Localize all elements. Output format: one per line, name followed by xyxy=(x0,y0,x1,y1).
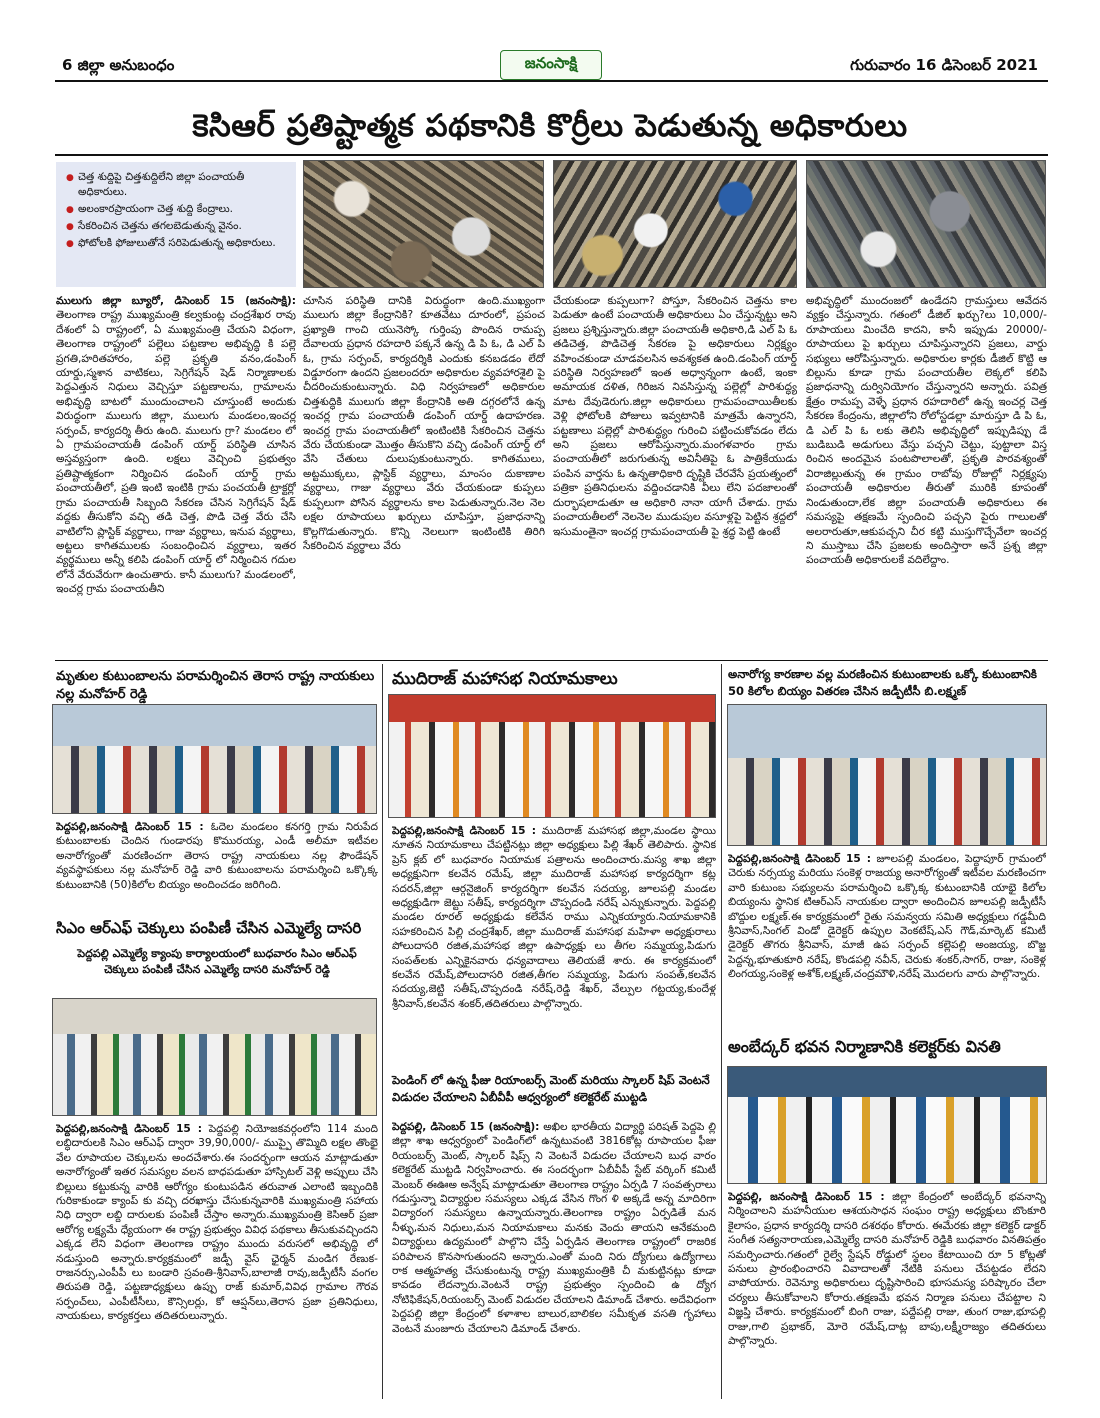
story-dateline: పెద్దపల్లి,జనంసాక్షి డిసెంబర్ 15 : xyxy=(392,825,536,837)
story-text: అఖిల భారతీయ విద్యార్థి పరిషత్ పెద్దపె ల్లి జిల్లా శాఖ ఆధ్వర్యంలో పెండింగ్‌లో ఉన్నటువంటి 3816కోట్ల రూపాయల ఫీజు రియంబర్స్ మెంట్, స్కాలర్ షిప్స్ ని వెంటనే విడుదల చేయాలని బుధ వారం కలెక్టరేట్ ముట్టడి నిర్వహించారు. ఈ సందర్భంగా ఏబీవీపీ స్టేట్ వర్కింగ్ కమిటీ మెంబర్ ఈఊఅ అన్వేష్ మాట్లాడుతూ తెలంగాణ రాష్ట్రం ఏర్పడి 7 సంవత్సరాలు గడుస్తున్నా విద్యార్థుల సమస్యలు ఎక్కడ వేసిన గొంగ ళి అక్కడే అన్న మాదిరిగా విద్యారంగ సమస్యలు ఉన్నాయన్నారు.తెలంగాణ రాష్ట్రం ఏర్పడితే మన నీళ్ళు,మన నిధులు,మన నియామకాలు మనకు వెందు తాయని ఆనేకమంది విద్యార్థులు ఉద్యమంలో పాల్గొని చేస్తే ఏర్పడిన తెలంగాణ రాష్ట్రంలో రాజరిక పరిపాలన కొనసాగుతుందని అన్నారు.ఎంతో మంది నిరు ద్యోగులు ఉద్యోగాలు రాక ఆత్మహత్య చేసుకుంటున్న రాష్ట్ర ముఖ్యమంత్రికి చీ మకుట్టినట్లు కూడా కావడం లేదన్నారు.వెంటనే రాష్ట్ర ప్రభుత్వం స్పందించి ఉ ద్యోగ నోటిఫికేషన్,రియంబర్స్ మెంట్ విడుదల చేయాలని డిమాండ్ చేశారు. అదేవిధంగా పెద్దపల్లి జిల్లా కేంద్రంలో కళాశాల బాలుర,బాలికల సమీకృత వసతి గృహాలు వెంటనే మంజూరు చేయాలని డిమాండ్ చేశారు. xyxy=(392,1121,716,1335)
story-body xyxy=(392,824,716,1054)
page-section-label: 6 జిల్లా అనుబంధం xyxy=(62,56,175,74)
lead-column-3 xyxy=(553,294,797,656)
story-body xyxy=(392,1120,716,1398)
story-headline: ముదిరాజ్ మహాసభ నియామకాలు xyxy=(392,669,618,689)
story-body xyxy=(56,1122,378,1398)
issue-date: గురువారం 16 డిసెంబర్ 2021 xyxy=(850,56,1038,74)
highlight-item: ● సేకరించిన చెత్తను తగలబెడుతున్న వైనం. xyxy=(78,219,288,234)
story-body xyxy=(728,1190,1046,1398)
collector-petition-photo xyxy=(727,1066,1047,1184)
dumping-yard-photo-1 xyxy=(303,160,544,288)
story-text: ముదిరాజ్ మహాసభ జిల్లా,మండల స్థాయి నూతన నియామకాలు చేపట్టినట్లు జిల్లా అధ్యక్షులు పిల్లి శేఖర్ తెలిపారు. స్థానిక ప్రెస్ క్లబ్ లో బుధవారం నియామక పత్రాలను అందించారు.మస్య శాఖ జిల్లా అధ్యక్షునిగా కలవేన రమేష్, జిల్లా ముదిరాజ్ మహాసభ కార్యదర్శిగా కట్ల సదరన్,జిల్లా ఆర్గనైజింగ్ కార్యదర్శిగా కలవేన సదయ్య, జూలపల్లి మండల అధ్యక్షుడిగా జెట్టు సతీష్, కార్యదర్శిగా చొప్పదండి నరేష్ ఎన్నుకున్నారు. పెద్దపల్లి మండల రూరల్ అధ్యక్షుడు కలేవేన రాము ఎన్నికయ్యారు.నియామకానికి సహకరించిన పిల్లి చంద్రశేఖర్, జిల్లా ముదిరాజ్ మహాసభ మహిళా అధ్యక్షురాలు పోలుదాసరి రజిత,మహాసభ జిల్లా ఉపాధ్యక్షు లు తీగల సమ్మయ్య,పిడుగు సంపత్‌లకు ఎన్నికైనవారు ధన్యవాదాలు తెలియజే శారు. ఈ కార్యక్రమంలో కలవేన రమేష్,పోలుదాసరి రజిత,తీగల సమ్మయ్య, పిడుగు సంపత్,కలవేన సదయ్య,జెట్టి సతీష్,చొప్పదండి నరేష్,రెడ్డి శేఖర్, వేల్పుల గట్టయ్య,కుందేళ్ల శ్రీనివాస్,కలవేన శంకర్,తదితరులు పాల్గొన్నారు. xyxy=(392,825,716,1010)
story-subhead: పెద్దపల్లి ఎమ్మెల్యే క్యాంపు కార్యాలయంలో బుధవారం సిఎం ఆర్ఎఫ్ చెక్కులు పంపిణీ చేసిన ఎమ్మెల్యే దాసరి మనోహర్ రెడ్డి xyxy=(77,947,357,976)
condolence-visit-photo xyxy=(52,704,377,814)
lead-headline: కెసిఆర్ ప్రతిష్టాత్మక పథకానికి కొర్రీలు పెడుతున్న అధికారులు xyxy=(192,108,908,144)
lead-body-2: చూసిన పరిస్థితి దానికి విరుద్ధంగా ఉంది.ముఖ్యంగా ములుగు జిల్లా కేంద్రానికి? కూతవేటు దూరంలో, ప్రపంచ ప్రఖ్యాతి గాంచి యునెస్కో గుర్తింపు పొందిన రామప్ప దేవాలయ ప్రధాన రహదారి పక్కనే ఉన్న డి పి ఓ, డి ఎల్ పి ఓ, గ్రామ సర్పంచ్, కార్యదర్శికి ఎందుకు కనబడడం లేదో విడ్డూరంగా ఉందని ప్రజలందరూ అధికారుల వ్యవహారశైలి పై చీదరించుకుంటున్నారు. విధి నిర్వహణలో అధికారుల చిత్తశుద్ధికి ములుగు జిల్లా కేంద్రానికి అతి దగ్గరలోనే ఉన్న ఇంచర్ల గ్రామ పంచాయతీ డంపింగ్ యార్డ్ ఉదాహరణ. ఇంచర్ల గ్రామ పంచాయతీలో ఇంటింటికి సేకరించిన చెత్తను వేరు చేయకుండా మొత్తం తీసుకొని వచ్చి డంపింగ్ యార్డ్ లో వేసి చేతులు దులుపుకుంటున్నారు. కాగితములు, అట్టముక్కలు, ప్లాస్టిక్ వ్యర్థాలు, మాంసం దుకాణాల వ్యర్థాలు, గాజు వ్యర్థాలు వేరు చేయకుండా కుప్పలు కుప్పలుగా పోసిన వ్యర్థాలను కాల పెడుతున్నారు.నెల నెల లక్షల రూపాయలు ఖర్చులు చూపిస్తూ, ప్రజాధనాన్ని కొల్లగొడుతున్నారు. కొన్ని నెలలుగా ఇంటింటికి తిరిగి సేకరించిన వ్యర్థాలు వేరు xyxy=(303,295,545,552)
mudiraj-meeting-photo xyxy=(388,694,716,818)
lead-body-1: తెలంగాణ రాష్ట్ర ముఖ్యమంత్రి కల్వకుంట్ల చంద్రశేఖర రావు దేశంలో ఏ రాష్ట్రంలో, ఏ ముఖ్యమంత్రి చేయని విధంగా, తెలంగాణ రాష్ట్రంలో పల్లెలు పట్టణాల అభివృద్ధి కి పల్లె ప్రగతి,హరితహారం, పల్లె ప్రకృతి వనం,డంపింగ్ యార్డు,స్మశాన వాటికలు, సెగ్రిగేషన్ షెడ్ నిర్మాణాలకు పెద్దఎత్తున నిధులు వెచ్చిస్తూ పట్టణాలను, గ్రామాలను అభివృద్ధి బాటలో ముందుంచాలని చూస్తుంటే అందుకు విరుద్ధంగా ములుగు జిల్లా, ములుగు మండలం,ఇంచర్ల సర్పంచ్, కార్యదర్శి తీరు ఉంది. ములుగు గ్రా? మండలం లో ఏ గ్రామపంచాయతీ డంపింగ్ యార్డ్ పరిస్థితి చూసిన అస్తవ్యస్తంగా ఉంది. లక్షలు వెచ్చించి ప్రభుత్వం ప్రతిష్టాత్మకంగా నిర్మించిన డంపింగ్ యార్డ్ గ్రామ పంచాయతీలో, ప్రతి ఇంటి ఇంటికి గ్రామ పంచయతీ ట్రాక్టర్లో గ్రామ పంచాయతీ సిబ్బంది సేకరణ చేసిన సెగ్రిగేషన్ షేడ్ వద్దకు తీసుకోని వచ్చి తడి చెత్త, పొడి చెత్త వేరు చేసి వాటిలోని ప్లాస్టిక్ వ్యర్థాలు, గాజు వ్యర్థాలు, ఇనుప వ్యర్థాలు, అట్టలు కాగితములకు సంబంధించిన వ్యర్థాలు, ఇతర వ్యర్థములు అన్నీ కలిపి డంపింగ్ యార్డ్ లో నిర్మించిన గదుల లోనే వేరువేరుగా ఉంచుతారు. కానీ ములుగు? మండలంలో, ఇంచర్ల గ్రామ పంచాయతీని xyxy=(56,309,296,596)
dumping-yard-photo-3 xyxy=(806,160,1046,288)
story-text: పెద్దపల్లి నియోజకవర్గంలోని 114 మంది లబ్ధిదారులకి సిఎం ఆర్ఎఫ్ ద్వారా 39,90,000/- ముప్పై తొమ్మిది లక్షల తొంభై వేల రూపాయల చెక్కులను అందచేశారు.ఈ సందర్భంగా ఆయన మాట్లాడుతూ అనారోగ్యంతో ఇతర సమస్యల వలన బాధపడుతూ హాస్పిటల్ వెళ్లి అప్పులు చేసి బిల్లులు కట్టుకున్న వారికి ఆరోగ్యం కుంటుపడిన తరువాత ఎలాంటి ఇబ్బందికి గురికాకుండా క్యాంప్ కు వచ్చి దరఖాస్తు చేసుకున్నవారికి ముఖ్యమంత్రి సహాయ నిధి ద్వారా లబ్ది దారులకు పంపిణీ చేస్తాం అన్నారు.ముఖ్యమంత్రి కెసిఆర్ ప్రజా ఆరోగ్య లక్ష్యమే ధ్యేయంగా ఈ రాష్ట్ర ప్రభుత్వం వివిధ పథకాలు తీసుకువచ్చిందని ఎక్కడ లేని విధంగా తెలంగాణ రాష్ట్రం ముందు వరుసలో అభివృద్ధి లో నడుస్తుంది అన్నారు.కార్యక్రమంలో జడ్పీ వైస్ ఛైర్మన్ మండిగ రేణుక-రాజనర్సు,ఎంపీపీ లు బండారి స్రవంతి-శ్రీనివాస్,బాలాజీ రావు,జడ్పీటీసీ వంగల తిరుపతి రెడ్డి, పట్టణాధ్యక్షులు ఉప్పు రాజ్ కుమార్,వివిధ గ్రామాల గౌరవ సర్పంచ్‌లు, ఎంపీటీసీలు, కౌన్సిలర్లు, కో ఆప్షన్‌లు,తెరాస ప్రజా ప్రతినిధులు, నాయకులు, కార్యకర్తలు తదితరులున్నారు. xyxy=(56,1123,378,1323)
masthead-logo: జనంసాక్షి xyxy=(500,50,602,80)
story-text: జిల్లా కేంద్రంలో అంబేద్కర్ భవనాన్ని నిర్మించాలని మహనీయుల ఆశయసాధన సంఘం రాష్ట్ర అధ్యక్షులు బొంకూరి కైలాసం, ప్రధాన కార్యదర్శి దాసరి దశరథం కోరారు. ఈమేరకు జిల్లా కలెక్టర్ డాక్టర్ సంగీత సత్యనారాయణ,ఎమ్మెల్యే దాసరి మనోహర్ రెడ్డికి బుధవారం వినతిపత్రం సమర్పించారు.గతంలో రైల్వే స్టేషన్ రోడ్డులో స్థలం కేటాయించి రూ 5 కోట్లతో పనులు ప్రారంభించారని వివాదాలతో నేటికి పనులు చేపట్టడం లేదని వాపోయారు. రెవెన్యూ అధికారులు దృష్టిసారించి భూసమస్య పరిష్కారం చేలా చర్యలు తీసుకోవాలని కోరారు.తక్షణమే భవన నిర్మాణ పనులు చేపట్టాల ని విజ్ఞప్తి చేశారు. కార్యక్రమంలో బింగి రాజు, పద్దేపల్లి రాజు, తుంగ రాజు,భూపల్లి రాజు,గాలి ప్రభాకర్, మోరె రమేష్,దాట్ల బాపు,లక్ష్మీరాజ్యం తదితరులు పాల్గొన్నారు. xyxy=(728,1191,1046,1348)
lead-column-2 xyxy=(303,294,545,656)
lead-column-4 xyxy=(806,294,1047,656)
story-headline: అంబేద్కర్ భవన నిర్మాణానికి కలెక్టర్‌కు వినతి xyxy=(728,1037,1001,1056)
headline-rule xyxy=(55,154,1048,156)
story-headline: పెండింగ్ లో ఉన్న ఫీజు రియాంబర్స్ మెంట్ మరియు స్కాలర్ షిప్ వెంటనే విడుదల చేయాలని ఏబీవీపీ ఆధ్వర్యంలో కలెక్టరేట్ ముట్టడి xyxy=(392,1073,710,1104)
story-dateline: పెద్దపల్లి,జనంసాక్షి డిసెంబర్ 15 : xyxy=(728,853,871,865)
lead-column-1 xyxy=(56,294,296,656)
story-text: ఓదెల మండలం కనగర్తి గ్రామ నిరుపేద కుటుంబాలకు చెందిన గుండారపు కొమురయ్య, ఎండీ అలీమా ఇటీవల అనారోగ్యంతో మరణించగా తెరాస రాష్ట్ర నాయకులు నల్ల ఫౌండేషన్ వ్యవస్థాపకులు నల్ల మనోహర్ రెడ్డి వారి కుటుంబాలను పరామర్శించి ఒక్కొక్క కుటుంబానికి (50)కిలోల బియ్యం అందించడం జరిగింది. xyxy=(56,821,378,891)
story-headline: అనారోగ్య కారణాల వల్ల మరణించిన కుటుంబాలకు ఒక్కో కుటుంబానికి 50 కిలోల బియ్యం వితరణ చేసిన జడ్పీటీసీ బి.లక్ష్మణ్ xyxy=(728,667,1037,698)
story-text: జూలపల్లి మండలం, పెద్దాపూర్ గ్రామంలో చెరుకు నర్సయ్య మరియు సంకెళ్ల రాజయ్య అనారోగ్యంతో ఇటీవల మరణించగా వారి కుటుంబ సభ్యులను పరామర్శించి ఒక్కొక్క కుటుంబానికి యాభై కిలోల బియ్యంను స్థానిక టిఆర్ఎస్ నాయకుల ద్వారా అందించిన జూలపల్లి జడ్పీటీసీ బొద్దుల లక్ష్మణ్.ఈ కార్యక్రమంలో రైతు సమన్వయ సమితి అధ్యక్షులు గడ్డమీది శ్రీనివాస్,సింగల్ విండో డైరెక్టర్ ఉప్పుల వెంకటేష్,ఎస్ గౌడ్,మార్కెట్ కమిటీ డైరెక్టర్ తొగరు శ్రీనివాస్, మాజీ ఉప సర్పంచ్ కల్లెపల్లి అంజయ్య, బొజ్జ పెద్దన్న,భూతుకూరి నరేష్, కొండపల్లి నవీన్, చెరుకు శంకర్,సాగర్, రాజు, సంకెళ్ల లింగయ్య,సంకెళ్ల అశోక్,లక్ష్మణ్,చంద్రమౌళి,నరేష్ మొదలగు వారు పాల్గొన్నారు. xyxy=(728,853,1046,981)
lead-body-3: చేయకుండా కుప్పలుగా? పోస్తూ, సేకరించిన చెత్తను కాల పెడుతూ ఉంటే పంచాయతీ అధికారులు ఏం చేస్తున్నట్టు అని ప్రజలు ప్రశ్నిస్తున్నారు.జిల్లా పంచాయతీ అధికారి,డి ఎల్ పి ఓ తడిచెత్త, పొడిచెత్త సేకరణ పై అధికారులు నిర్లక్ష్యం వహించకుండా చూడవలసిన అవశ్యకత ఉంది.డంపింగ్ యార్డ్ పరిస్థితి నిర్వహణలో ఇంత అధ్వాన్నంగా ఉంటే, ఇంకా అమాయక దళిత, గిరిజన నివసిస్తున్న పల్లెల్లో పారిశుద్ధ్య మాట దేవుడెరుగు.జిల్లా అధికారులు గ్రామపంచాయితీలకు వెళ్లి ఫోటోలకి పోజులు ఇవ్వటానికి మాత్రమే ఉన్నారని, పట్టణాలు పల్లెల్లో పారిశుద్ధ్యం గురించి పట్టించుకోవడం లేదు అని ప్రజలు ఆరోపిస్తున్నారు.మంగళవారం గ్రామ పంచాయతీలో జరుగుతున్న అవినీతిపై ఓ పాత్రికేయుడు పంపిన వార్తను ఓ ఉన్నతాధికారి దృష్టికి చేరవేసే ప్రయత్నంలో పత్రికా ప్రతినిధులను వద్దించడానికి వీలు లేని పదజాలంతో దుర్భాషలాడుతూ ఆ అధికారి నానా యాగీ చేశాడు. గ్రామ పంచాయతీలలో నెలనెల ముడుపుల వసూళ్లపై పెట్టిన శ్రద్దలో ఇసుమంతైనా ఇంచర్ల గ్రామపంచాయతీ పై శ్రద్ధ పెట్టి ఉంటే xyxy=(553,295,797,538)
story-dateline: పెద్దపల్లి,జనంసాక్షి డిసెంబర్ 15 : xyxy=(56,1123,202,1135)
story-dateline: పెద్దపల్లి, డిసెంబర్ 15 (జనంసాక్షి): xyxy=(392,1121,540,1133)
rice-distribution-photo xyxy=(727,704,1047,846)
cmrf-cheques-photo xyxy=(52,998,377,1116)
column-divider-right xyxy=(721,664,722,1399)
story-body xyxy=(56,820,378,894)
highlight-item: ● చెత్త శుద్దిపై చిత్తశుద్దిలేని జిల్లా పంచాయతీ అధికారులు. xyxy=(78,170,288,200)
column-divider-left xyxy=(382,664,383,1399)
lead-dateline: ములుగు జిల్లా బ్యూరో, డిసెంబర్ 15 (జనంసాక్షి): xyxy=(56,295,296,307)
lead-body-4: అభివృద్ధిలో ముందంజలో ఉండేదని గ్రామస్తులు ఆవేదన వ్యక్తం చేస్తున్నారు. గతంలో డీజిల్ ఖర్చు?లు 10,000/- రూపాయలు మించేది కాదని, కానీ ఇప్పుడు 20000/- రూపాయలు పై ఖర్చులు చూపిస్తున్నారని ప్రజలు, వార్డు సభ్యులు ఆరోపిస్తున్నారు. అధికారుల కార్లకు డీజిల్ కొట్టి ఆ బిల్లును కూడా గ్రామ పంచాయతీల లెక్కలో కలిపి ప్రజాధనాన్ని దుర్వినియోగం చేస్తున్నారని అన్నారు. పవిత్ర క్షేత్రం రామప్ప వెళ్ళే ప్రధాన రహదారిలో ఉన్న ఇంచర్ల చెత్త సేకరణ కేంద్రంను, జిల్లాలోని రోలోస్టడల్లా మారుస్తూ డి పి ఓ, డి ఎల్ పి ఓ లకు తెలిసి అభివృద్ధిలో ఇప్పుడిప్పు డే బుడిబుడి అడుగులు వేస్తు పచ్చని చెట్టు, పుట్టాలా విస్త రించిన అందమైన పంటపొలాలతో, ప్రకృతి పారవశ్యంతో విరాజిల్లుతున్న ఈ గ్రామం రాబోవు రోజుల్లో నిర్లక్ష్యపు పంచాయతీ అధికారుల తీరుతో మురికి కూపంతో నిండుతుందా,లేక జిల్లా పంచాయతీ అధికారులు ఈ సమస్యపై తక్షణమే స్పందించి పచ్చని పైరు గాలులతో అలరారుతూ,ఆకుపచ్చని చీర కట్టి ముస్తుగొచ్చేవేలా ఇంచర్ల ని ముస్తాబు చేసి ప్రజలకు అందిస్తారా అనే ప్రశ్న జిల్లా పంచాయతీ అధికారులకే వదిలేద్దాం. xyxy=(806,295,1047,567)
story-dateline: పెద్దపల్లి, జనంసాక్షి డిసెంబర్ 15 : xyxy=(728,1191,885,1203)
header-rule xyxy=(55,80,1048,82)
story-headline: సిఎం ఆర్ఎఫ్ చెక్కులు పంపిణీ చేసిన ఎమ్మెల్యే దాసరి xyxy=(56,919,362,937)
lead-highlights xyxy=(56,162,296,287)
story-dateline: పెద్దపల్లి,జనంసాక్షి డిసెంబర్ 15 : xyxy=(56,821,204,833)
story-headline: మృతుల కుటుంబాలను పరామర్శించిన తెరాస రాష్ట్ర నాయకులు నల్ల మనోహర్ రెడ్డి xyxy=(56,669,375,702)
story-body xyxy=(728,852,1046,1022)
dumping-yard-photo-2 xyxy=(553,160,797,288)
section-rule xyxy=(55,660,1048,661)
highlight-item: ● ఫోటోలకి ఫోజులుతోనే సరిపెడుతున్న అధికారులు. xyxy=(78,236,288,251)
highlight-item: ● అలంకారప్రాయంగా చెత్త శుద్ది కేంద్రాలు. xyxy=(78,202,288,217)
